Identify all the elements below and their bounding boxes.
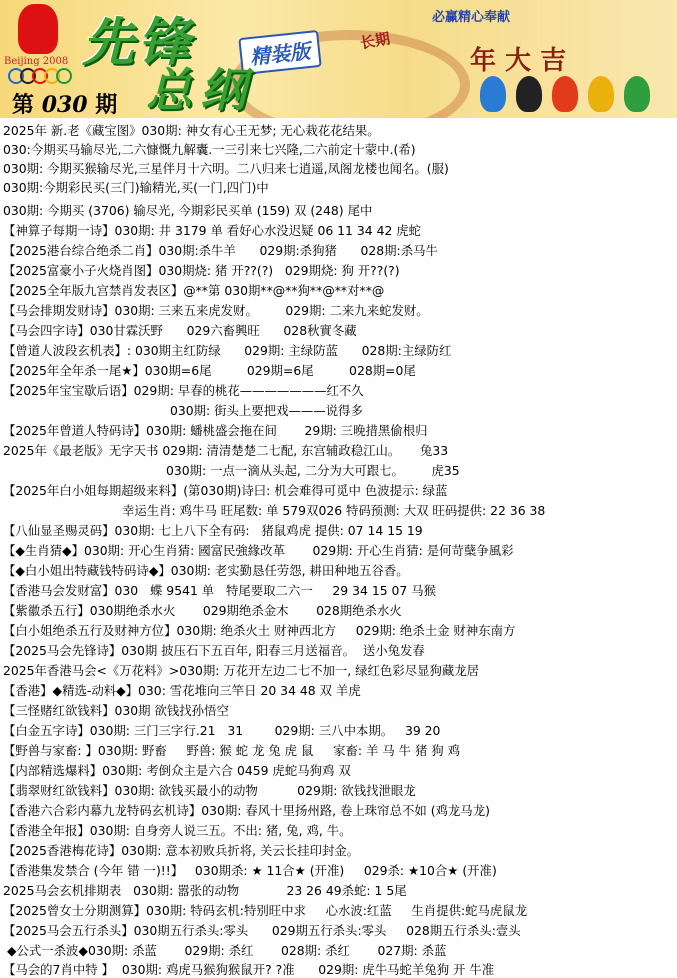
text-line: ◆公式一杀波◆030期: 杀蓝 029期: 杀红 028期: 杀红 027期: 杀蓝	[3, 943, 447, 958]
text-line: 【八仙显圣赐灵码】030期: 七上八下全有码: 猪鼠鸡虎 提供: 07 14 15 19	[3, 523, 423, 538]
olympic-rings-icon	[8, 68, 68, 88]
text-line: 【马会排期发财诗】030期: 三来五来虎发财。 029期: 二来九来蛇发财。	[3, 303, 429, 318]
text-line: 【白金五字诗】030期: 三门三字行.21 31 029期: 三八中本期。 39 20	[3, 723, 441, 738]
text-line: 2025马会玄机排期表 030期: 嚣张的动物 23 26 49杀蛇: 1 5尾	[3, 883, 407, 898]
text-line: 【香港六合彩内幕九龙特码玄机诗】030期: 春风十里扬州路, 卷上珠帘总不如 (鸡龙马龙)	[3, 803, 490, 818]
text-line: 【马会四字诗】030甘霖沃野 029六畜興旺 028秋實冬藏	[3, 323, 357, 338]
text-line: 【紫徽杀五行】030期绝杀水火 029期绝杀金木 028期绝杀水火	[3, 603, 402, 618]
brand-title: 先锋	[82, 12, 195, 73]
text-line: 030期:今期彩民买(三门)输精光,买(一门,四门)中	[3, 180, 269, 195]
text-line: 【◆生肖猜◆】030期: 开心生肖猜: 國富民強緣改革 029期: 开心生肖猜: 是何苛蘖争風彩	[3, 543, 514, 558]
text-line: 030期: 一点一滴从头起, 二分为大可跟七。 虎35	[166, 463, 460, 478]
text-line: 2025年 新.老《藏宝图》030期: 神女有心王无梦; 无心栽花花结果。	[3, 123, 380, 138]
text-line: 【◆白小姐出特藏钱特码诗◆】030期: 老实勤恳任劳怨, 耕田种地五谷香。	[3, 563, 409, 578]
olympic-logo-text: Beijing 2008	[4, 56, 69, 67]
text-line: 【马会的7肖中特 】 030期: 鸡虎马猴狗猴鼠开? ?准 029期: 虎牛马蛇羊兔狗 开 牛准	[3, 962, 495, 977]
text-line: 【2025曾女士分期测算】030期: 特码玄机:特别旺中求 心水波:红蓝 生肖提供:蛇马虎鼠龙	[3, 903, 528, 918]
text-line: 【野兽与家畜: 】030期: 野畜 野兽: 猴 蛇 龙 兔 虎 鼠 家畜: 羊 马 牛 猪 狗 鸡	[3, 743, 461, 758]
text-line: 【2025香港梅花诗】030期: 意本初败兵折将, 关云长挂印封金。	[3, 843, 360, 858]
mascot-icon	[624, 76, 650, 112]
text-line: 【2025马会五行杀头】030期五行杀头:零头 029期五行杀头:零头 028期五行杀头:壹头	[3, 923, 521, 938]
text-line: 030期: 今期买 (3706) 输尽光, 今期彩民买单 (159) 双 (248) 尾中	[3, 203, 373, 218]
text-line: 【2025年宝宝歇后语】029期: 早春的桃花———————红不久	[3, 383, 364, 398]
text-line: 【2025马会先锋诗】030期 披压石下五百年, 阳春三月送福音。 送小兔发春	[3, 643, 425, 658]
text-line: 幸运生肖: 鸡牛马 旺尾数: 单 579双026 特码预测: 大双 旺码提供: 22 36 38	[122, 503, 546, 518]
brand-subtitle: 总纲	[146, 63, 254, 117]
text-line: 2025年香港马会<《万花料》>030期: 万花开左边二七不加一, 绿红色彩尽显狗藏龙居	[3, 663, 480, 678]
issue-label	[12, 88, 117, 118]
olympic-logo	[4, 4, 74, 94]
mascot-icon	[588, 76, 614, 112]
tag-chang: 长期	[358, 29, 392, 53]
header-banner	[0, 0, 677, 118]
text-line: 【曾道人波段玄机表】: 030期主红防绿 029期: 主绿防蓝 028期:主绿防红	[3, 343, 452, 358]
text-line: 【2025全年版九宫禁肖发表区】@**第 030期**@**狗**@**对**@	[3, 283, 385, 298]
tag-year: 年 大 吉	[470, 46, 567, 76]
text-line: 030期: 街头上要把戏———说得多	[170, 403, 363, 418]
issue-suffix: 期	[95, 92, 118, 118]
slogan: 必赢精心奉献	[432, 10, 511, 25]
text-line: 【香港集发禁合 (今年 错 一)!!】 030期杀: ★ 11合★ (开准) 029杀: ★10合★ (开准)	[3, 863, 497, 878]
text-line: 【神算子每期一诗】030期: 井 3179 单 看好心水没迟疑 06 11 34 42 虎蛇	[3, 223, 422, 238]
text-line: 2025年《最老版》无字天书 029期: 清清楚楚二七配, 东宫辅政稳江山。 兔33	[3, 443, 449, 458]
text-line: 【三怪赌红欲钱料】030期 欲钱找孙悟空	[3, 703, 229, 718]
text-line: 【2025年全年杀一尾★】030期=6尾 029期=6尾 028期=0尾	[3, 363, 416, 378]
text-line: 【内部精选爆料】030期: 考倒众主是六合 0459 虎蛇马狗鸡 双	[3, 763, 351, 778]
mascots-illustration	[480, 70, 670, 116]
issue-number: 030	[41, 92, 88, 118]
text-line: 【翡翠财红欲钱料】030期: 欲钱买最小的动物 029期: 欲钱找泄眼龙	[3, 783, 416, 798]
mascot-icon	[516, 76, 542, 112]
olympic-emblem-icon	[18, 4, 58, 54]
text-line: 【2025年曾道人特码诗】030期: 蟠桃盛会拖在间 29期: 三晚措黑偷根归	[3, 423, 428, 438]
text-line: 【香港马会发财富】030 蝶 9541 单 特尾要取二六一 29 34 15 07 马猴	[3, 583, 437, 598]
text-line: 【香港全年报】030期: 自身旁人说三五。不出: 猪, 兔, 鸡, 牛。	[3, 823, 352, 838]
issue-prefix: 第	[12, 92, 35, 118]
text-line: 【香港】◆精选-动料◆】030: 雪花堆向三竿日 20 34 48 双 羊虎	[3, 683, 361, 698]
text-line: 【2025港台综合绝杀二肖】030期:杀牛羊 029期:杀狗猪 028期:杀马牛	[3, 243, 438, 258]
mascot-icon	[480, 76, 506, 112]
edition-badge: 精装版	[238, 30, 321, 75]
text-line: 【2025富豪小子火烧肖图】030期烧: 猪 开??(?) 029期烧: 狗 开??(?)	[3, 263, 400, 278]
text-line: 【白小姐绝杀五行及财神方位】030期: 绝杀火土 财神西北方 029期: 绝杀土金 财神东南方	[3, 623, 516, 638]
text-line: 030:今期买马输尽光,二六慷慨九解囊.一三引来七兴隆,二六前定十蒙中.(希)	[3, 142, 416, 157]
mascot-icon	[552, 76, 578, 112]
text-line: 030期: 今期买猴输尽光,三星伴月十六明。二八归来七逍遥,凤阁龙楼也闻名。(服)	[3, 161, 449, 176]
text-line: 【2025年白小姐每期超级来料】(第030期)诗曰: 机会难得可觅中 色波提示: 绿蓝	[3, 483, 448, 498]
